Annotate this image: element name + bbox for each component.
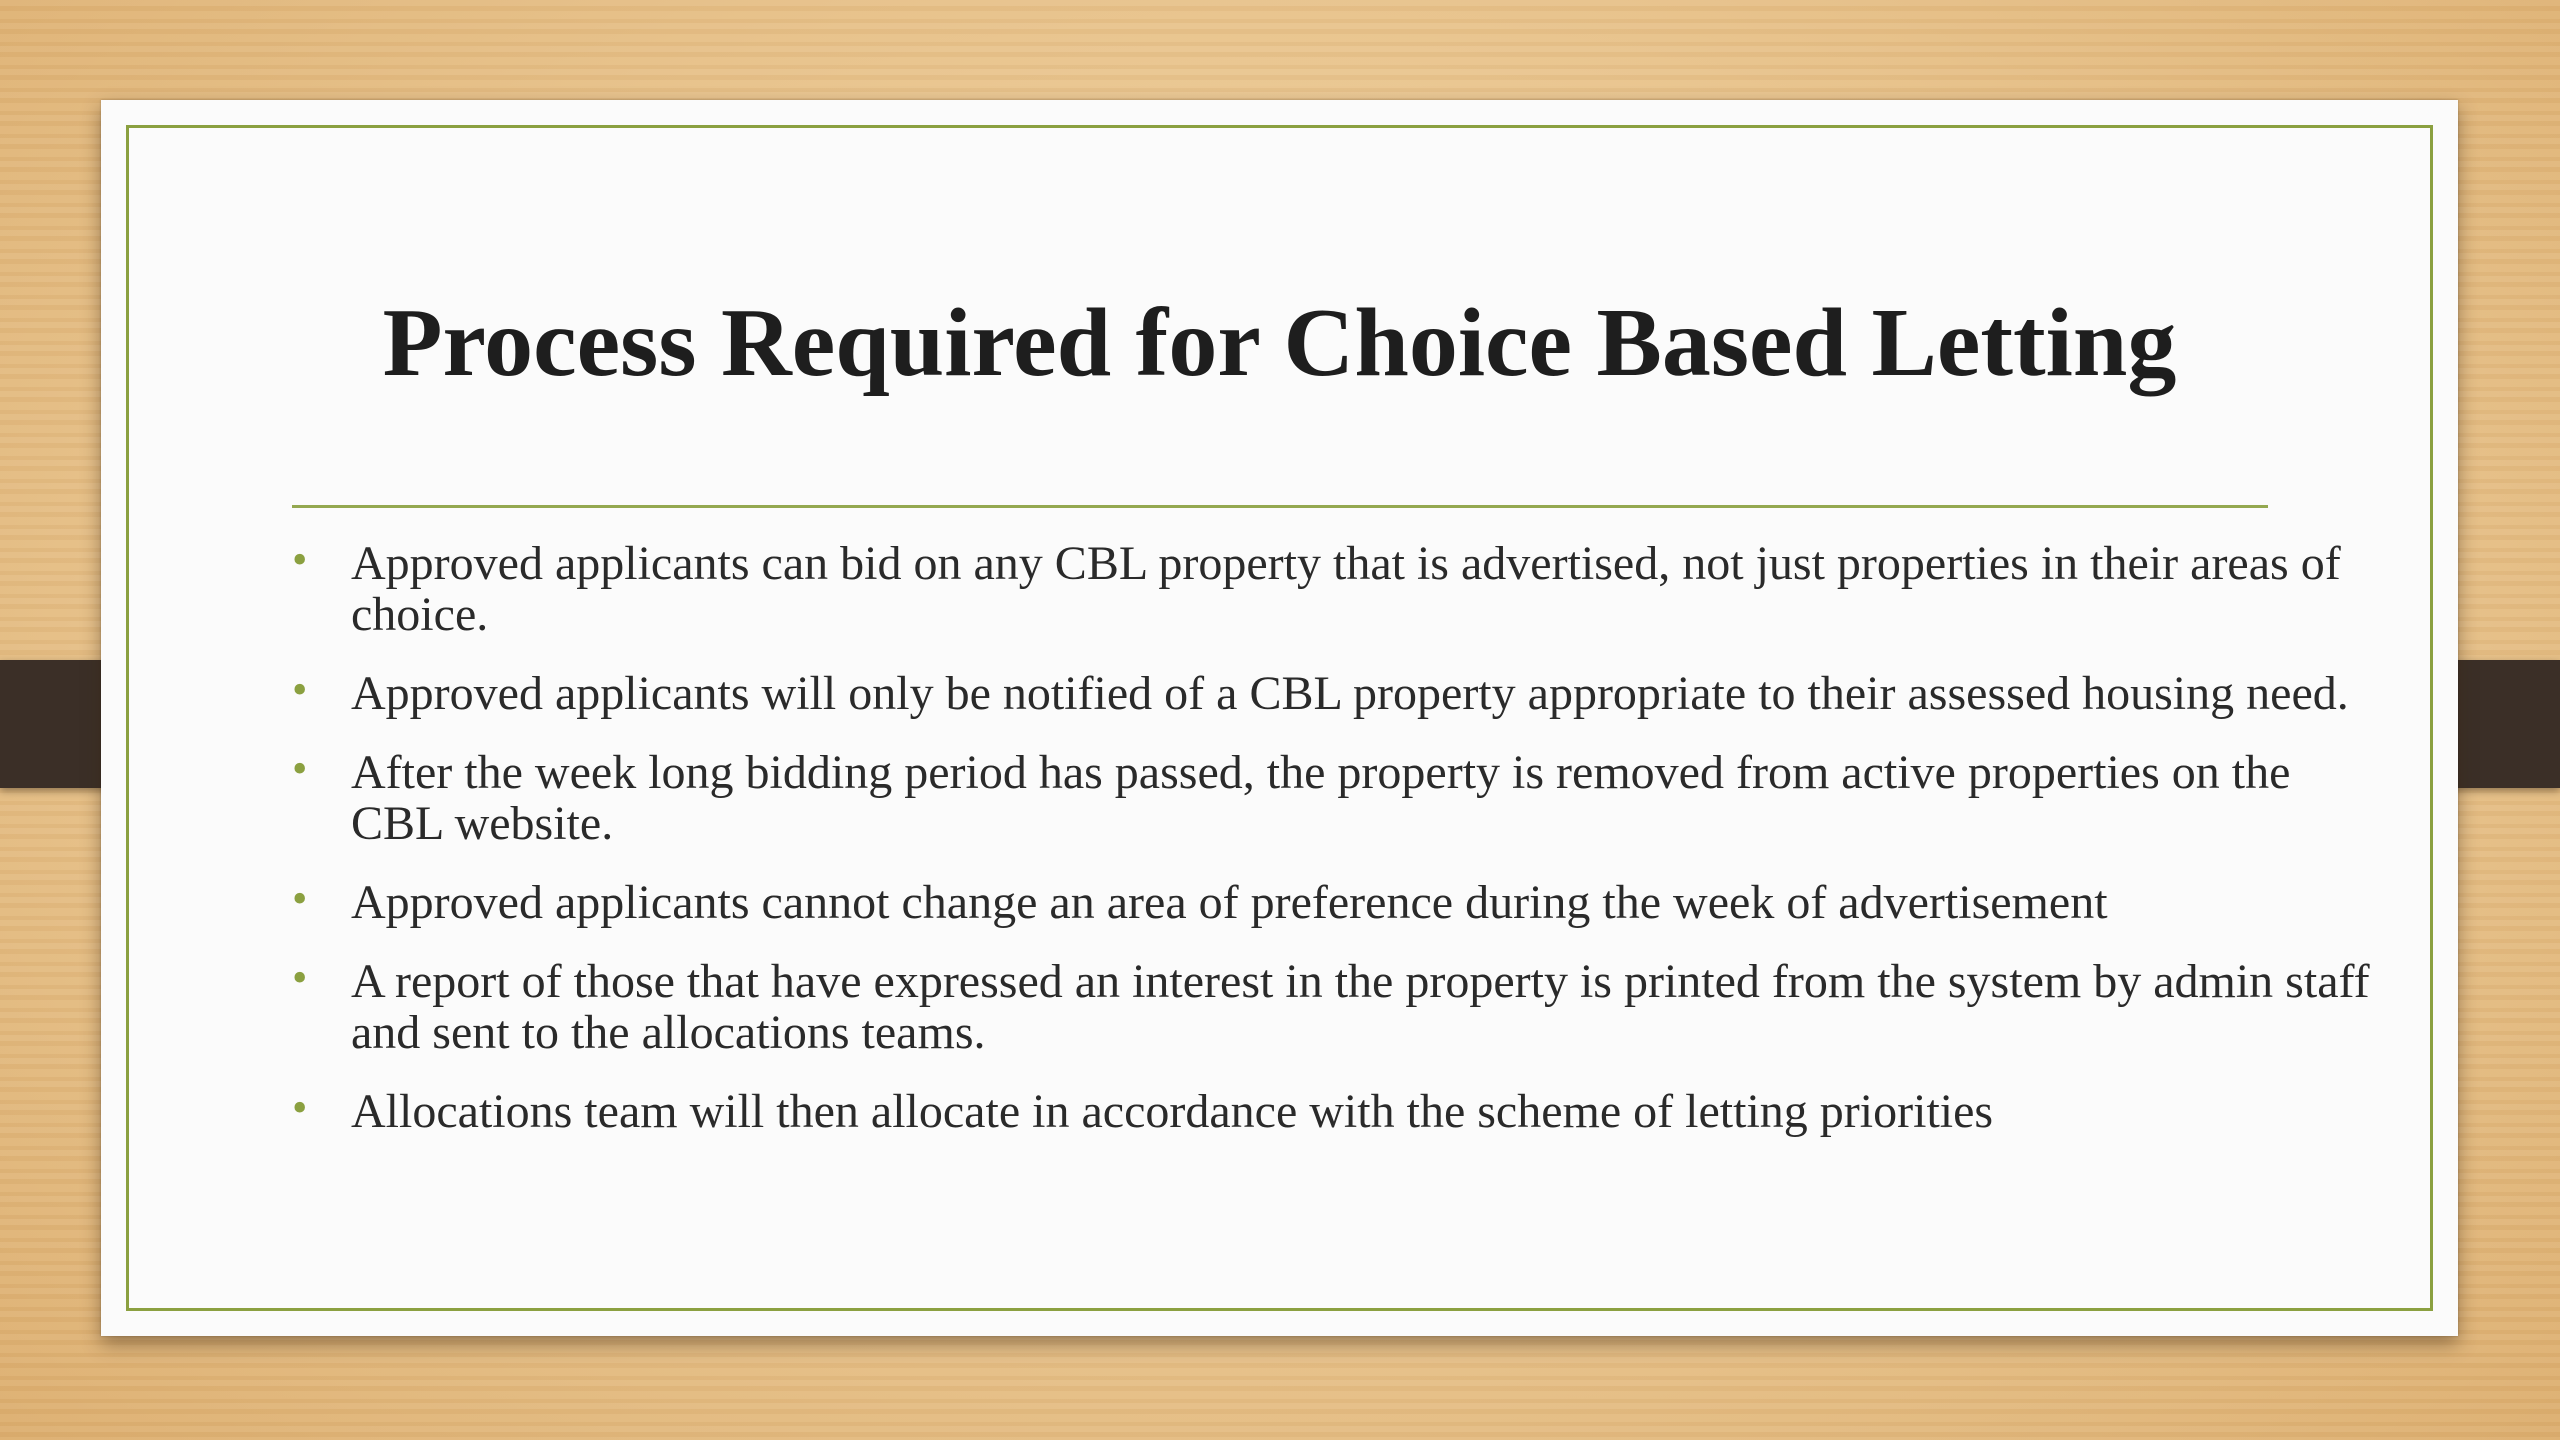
- title-divider: [292, 505, 2268, 508]
- bullet-item: [292, 535, 2382, 641]
- bullet-icon: •: [292, 744, 308, 793]
- bullet-text: A report of those that have expressed an interest in the property is printed from the system by admin staff and sent to the allocations teams.: [351, 955, 2370, 1059]
- bullet-item: [292, 874, 2382, 929]
- bullet-text: Approved applicants will only be notified of a CBL property appropriate to their assessed housing need.: [351, 667, 2349, 720]
- bullet-list: [292, 535, 2382, 1165]
- slide: [101, 100, 2458, 1336]
- bullet-text: Approved applicants cannot change an area of preference during the week of advertisement: [351, 876, 2108, 929]
- bullet-text: Allocations team will then allocate in accordance with the scheme of letting priorities: [351, 1085, 1994, 1138]
- bullet-item: [292, 744, 2382, 850]
- bullet-text: After the week long bidding period has passed, the property is removed from active properties on the CBL website.: [351, 746, 2291, 850]
- bullet-icon: •: [292, 1083, 308, 1132]
- bullet-icon: •: [292, 665, 308, 714]
- bullet-item: [292, 1083, 2382, 1138]
- bullet-icon: •: [292, 535, 308, 584]
- bullet-item: [292, 953, 2382, 1059]
- bullet-item: [292, 665, 2382, 720]
- bullet-icon: •: [292, 874, 308, 923]
- slide-title: Process Required for Choice Based Letting: [382, 289, 2177, 397]
- bullet-icon: •: [292, 953, 308, 1002]
- bullet-text: Approved applicants can bid on any CBL property that is advertised, not just properties in their areas of choice.: [351, 537, 2341, 641]
